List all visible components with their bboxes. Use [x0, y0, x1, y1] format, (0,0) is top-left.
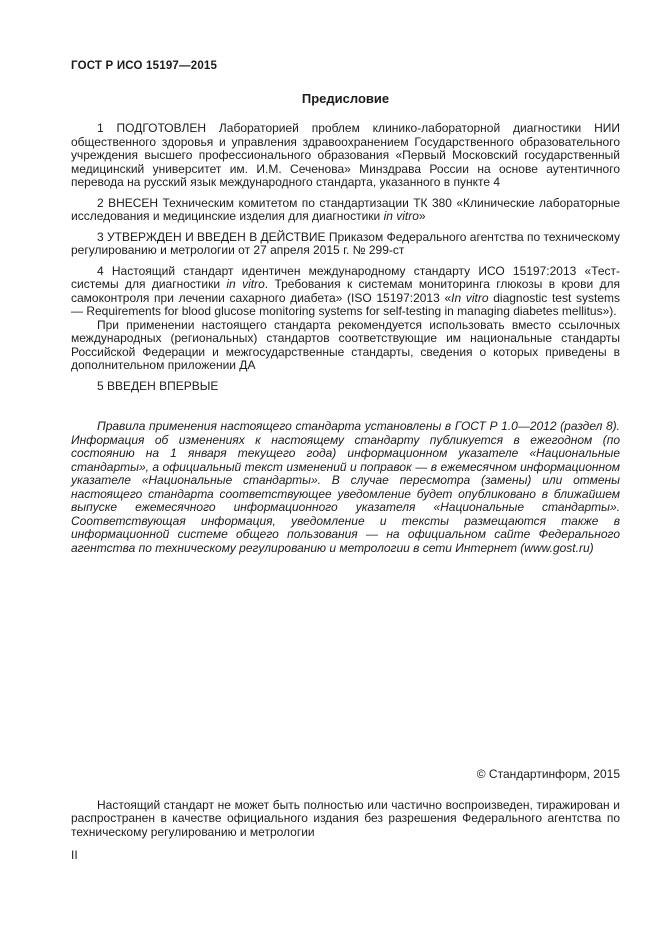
foreword-item-4-continuation: При применении настоящего стандарта рекомендуется использовать вместо ссылочных международных (региональных) стандартов соответствующие им национальные стандарты Российской Федерации и межгосударственные стандарты, сведения о которых приведены в дополнительном приложении ДА	[71, 317, 620, 372]
foreword-section	[71, 60, 620, 555]
application-rules-note: Правила применения настоящего стандарта установлены в ГОСТ Р 1.0—2012 (раздел 8). Информация об изменениях к настоящему стандарту публикуется в ежегодном (по состоянию на 1 января текущего года) информационном указателе «Национальные стандарты», а официальный текст изменений и поправок — в ежемесячном информационном указателе «Национальные стандарты». В случае пересмотра (замены) или отмены настоящего стандарта соответствующее уведомление будет опубликовано в ближайшем выпуске ежемесячного информационного указателя «Национальные стандарты». Соответствующая информация, уведомление и тексты размещаются также в информационной системе общего пользования — на официальном сайте Федерального агентства по техническому регулированию и метрологии в сети Интернет (www.gost.ru)	[71, 419, 620, 555]
copyright-line: © Стандартинформ, 2015	[476, 767, 620, 781]
page-number: II	[71, 848, 78, 862]
foreword-item-1: 1 ПОДГОТОВЛЕН Лабораторией проблем клинико-лабораторной диагностики НИИ общественного здоровья и управления здравоохранением Государственного образовательного учреждения высшего профессионального образования «Первый Московский государственный медицинский университет им. И.М. Сеченова» Минздрава России на основе аутентичного перевода на русский язык международного стандарта, указанного в пункте 4	[71, 121, 620, 189]
page-title: Предисловие	[301, 90, 390, 106]
reproduction-restriction: Настоящий стандарт не может быть полностью или частично воспроизведен, тиражирован и распространен в качестве официального издания без разрешения Федерального агентства по техническому регулированию и метрологии	[71, 797, 620, 839]
foreword-item-2: 2 ВНЕСЕН Техническим комитетом по стандартизации ТК 380 «Клинические лабораторные исследования и медицинские изделия для диагностики in vitro»	[71, 195, 620, 223]
colophon	[71, 768, 620, 863]
foreword-item-3: 3 УТВЕРЖДЕН И ВВЕДЕН В ДЕЙСТВИЕ Приказом Федерального агентства по техническому регулированию и метрологии от 27 апреля 2015 г. № 299-ст	[71, 229, 620, 257]
foreword-item-5: 5 ВВЕДЕН ВПЕРВЫЕ	[97, 378, 219, 393]
doc-number: ГОСТ Р ИСО 15197—2015	[71, 60, 218, 72]
foreword-item-4: 4 Настоящий стандарт идентичен международному стандарту ИСО 15197:2013 «Тест-системы для диагностики in vitro. Требования к системам мониторинга глюкозы в крови для самоконтроля при лечении сахарного диабета» (ISO 15197:2013 «In vitro diagnostic test systems — Requirements for blood glucose monitoring systems for self-testing in managing diabetes mellitus»).	[71, 263, 621, 318]
